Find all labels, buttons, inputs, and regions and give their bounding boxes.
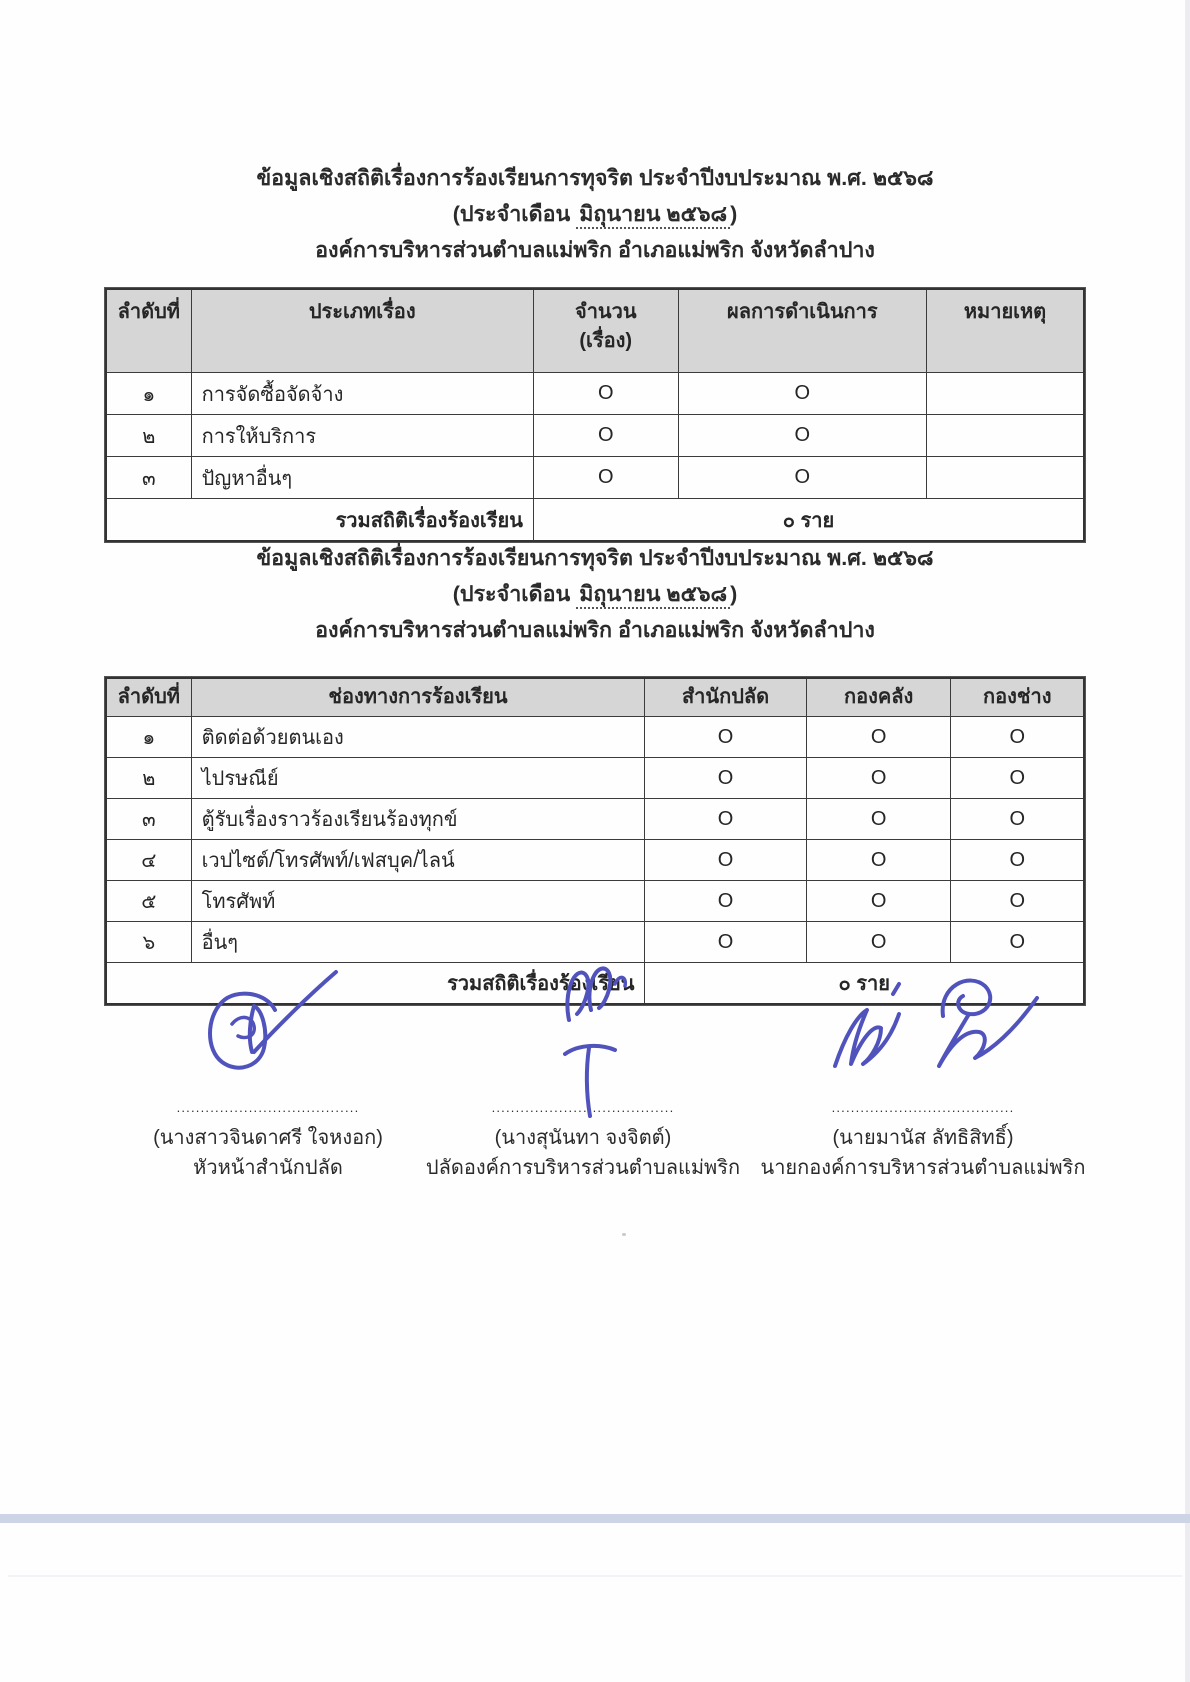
row-channel: ติดต่อด้วยตนเอง <box>191 717 645 758</box>
signature-block-1 <box>118 958 418 1183</box>
signature-dotted-line: ...................................... <box>831 1100 1015 1115</box>
month-value: มิถุนายน ๒๕๖๘ <box>576 582 730 609</box>
month-value: มิถุนายน ๒๕๖๘ <box>576 202 730 229</box>
table-header-row <box>106 289 1084 373</box>
section2-org-line: องค์การบริหารส่วนตำบลแม่พริก อำเภอแม่พริก จังหวัดลำปาง <box>315 618 875 642</box>
total-value: ๐ ราย <box>533 499 1084 542</box>
subtitle-suffix: ) <box>730 202 738 226</box>
subtitle-suffix: ) <box>730 582 738 606</box>
table-row <box>106 922 1084 963</box>
col-header-count-line1: จำนวน <box>574 301 637 323</box>
table-row <box>106 799 1084 840</box>
row-type: การให้บริการ <box>191 415 533 457</box>
section1-title: ข้อมูลเชิงสถิติเรื่องการร้องเรียนการทุจริต ประจำปีงบประมาณ พ.ศ. ๒๕๖๘ <box>256 166 934 190</box>
row-note <box>927 457 1084 499</box>
complaint-channel-table <box>105 677 1085 1005</box>
signatory-title: หัวหน้าสำนักปลัด <box>193 1157 343 1179</box>
row-office2-value: O <box>806 758 951 799</box>
row-result: O <box>678 415 926 457</box>
row-no: ๓ <box>106 799 191 840</box>
row-no: ๒ <box>106 415 191 457</box>
row-office2-value: O <box>806 717 951 758</box>
table-row <box>106 415 1084 457</box>
row-count: O <box>533 415 678 457</box>
signatory-name: (นางสุนันทา จงจิตต์) <box>494 1127 672 1149</box>
row-channel: เวปไซต์/โทรศัพท์/เฟสบุค/ไลน์ <box>191 840 645 881</box>
table-row <box>106 457 1084 499</box>
table-row <box>106 840 1084 881</box>
col-header-office3: กองช่าง <box>951 678 1084 717</box>
table-header-row <box>106 678 1084 717</box>
col-header-result: ผลการดำเนินการ <box>678 289 926 373</box>
row-office2-value: O <box>806 799 951 840</box>
row-type: ปัญหาอื่นๆ <box>191 457 533 499</box>
table-row <box>106 373 1084 415</box>
row-type: การจัดซื้อจัดจ้าง <box>191 373 533 415</box>
signatory-title: ปลัดองค์การบริหารส่วนตำบลแม่พริก <box>425 1157 741 1179</box>
row-office1-value: O <box>645 840 806 881</box>
row-no: ๕ <box>106 881 191 922</box>
row-office1-value: O <box>645 881 806 922</box>
row-no: ๑ <box>106 373 191 415</box>
row-office3-value: O <box>951 840 1084 881</box>
row-office2-value: O <box>806 922 951 963</box>
row-result: O <box>678 373 926 415</box>
row-no: ๑ <box>106 717 191 758</box>
signature-dotted-line: ...................................... <box>491 1100 675 1115</box>
section2-subtitle <box>0 576 1190 612</box>
row-office1-value: O <box>645 799 806 840</box>
scan-faint-line <box>8 1575 1182 1577</box>
section1-title-block <box>0 160 1190 268</box>
signatory-name: (นางสาวจินดาศรี ใจหงอก) <box>153 1127 383 1149</box>
row-office2-value: O <box>806 881 951 922</box>
row-office3-value: O <box>951 881 1084 922</box>
row-count: O <box>533 373 678 415</box>
signatory-title: นายกองค์การบริหารส่วนตำบลแม่พริก <box>760 1157 1086 1179</box>
table-total-row <box>106 499 1084 542</box>
row-no: ๖ <box>106 922 191 963</box>
section2-title: ข้อมูลเชิงสถิติเรื่องการร้องเรียนการทุจริต ประจำปีงบประมาณ พ.ศ. ๒๕๖๘ <box>256 546 934 570</box>
table-row <box>106 881 1084 922</box>
total-label: รวมสถิติเรื่องร้องเรียน <box>106 963 645 1005</box>
section1-subtitle <box>0 196 1190 232</box>
handwritten-signature-icon <box>473 958 693 1103</box>
col-header-type: ประเภทเรื่อง <box>191 289 533 373</box>
section2-title-block <box>0 540 1190 648</box>
total-value: ๐ ราย <box>645 963 1084 1005</box>
table-row <box>106 758 1084 799</box>
table-row <box>106 717 1084 758</box>
col-header-note: หมายเหตุ <box>927 289 1084 373</box>
row-office3-value: O <box>951 799 1084 840</box>
col-header-count <box>533 289 678 373</box>
scan-speck <box>622 1233 626 1236</box>
handwritten-signature-icon <box>158 958 378 1103</box>
col-header-office1: สำนักปลัด <box>645 678 806 717</box>
col-header-count-line2: (เรื่อง) <box>579 330 633 352</box>
row-note <box>927 415 1084 457</box>
section1-org-line: องค์การบริหารส่วนตำบลแม่พริก อำเภอแม่พริก จังหวัดลำปาง <box>315 238 875 262</box>
col-header-office2: กองคลัง <box>806 678 951 717</box>
total-label: รวมสถิติเรื่องร้องเรียน <box>106 499 533 542</box>
scan-bottom-bar <box>0 1514 1190 1523</box>
complaint-type-table <box>105 288 1085 542</box>
row-office3-value: O <box>951 758 1084 799</box>
row-channel: ไปรษณีย์ <box>191 758 645 799</box>
row-no: ๒ <box>106 758 191 799</box>
col-header-channel: ช่องทางการร้องเรียน <box>191 678 645 717</box>
col-header-no: ลำดับที่ <box>106 289 191 373</box>
row-count: O <box>533 457 678 499</box>
handwritten-signature-icon <box>793 958 1053 1103</box>
row-note <box>927 373 1084 415</box>
row-office1-value: O <box>645 717 806 758</box>
row-channel: ตู้รับเรื่องราวร้องเรียนร้องทุกข์ <box>191 799 645 840</box>
row-no: ๔ <box>106 840 191 881</box>
subtitle-prefix: (ประจำเดือน <box>452 582 571 606</box>
row-no: ๓ <box>106 457 191 499</box>
row-result: O <box>678 457 926 499</box>
signature-dotted-line: ...................................... <box>176 1100 360 1115</box>
row-office2-value: O <box>806 840 951 881</box>
row-channel: อื่นๆ <box>191 922 645 963</box>
col-header-no: ลำดับที่ <box>106 678 191 717</box>
signature-block-2 <box>418 958 748 1183</box>
signature-block-3 <box>748 958 1098 1183</box>
row-office3-value: O <box>951 922 1084 963</box>
signatory-name: (นายมานัส ลัทธิสิทธิ์) <box>832 1127 1014 1149</box>
row-office3-value: O <box>951 717 1084 758</box>
row-office1-value: O <box>645 758 806 799</box>
row-office1-value: O <box>645 922 806 963</box>
row-channel: โทรศัพท์ <box>191 881 645 922</box>
signature-section <box>118 958 1098 1183</box>
subtitle-prefix: (ประจำเดือน <box>452 202 571 226</box>
